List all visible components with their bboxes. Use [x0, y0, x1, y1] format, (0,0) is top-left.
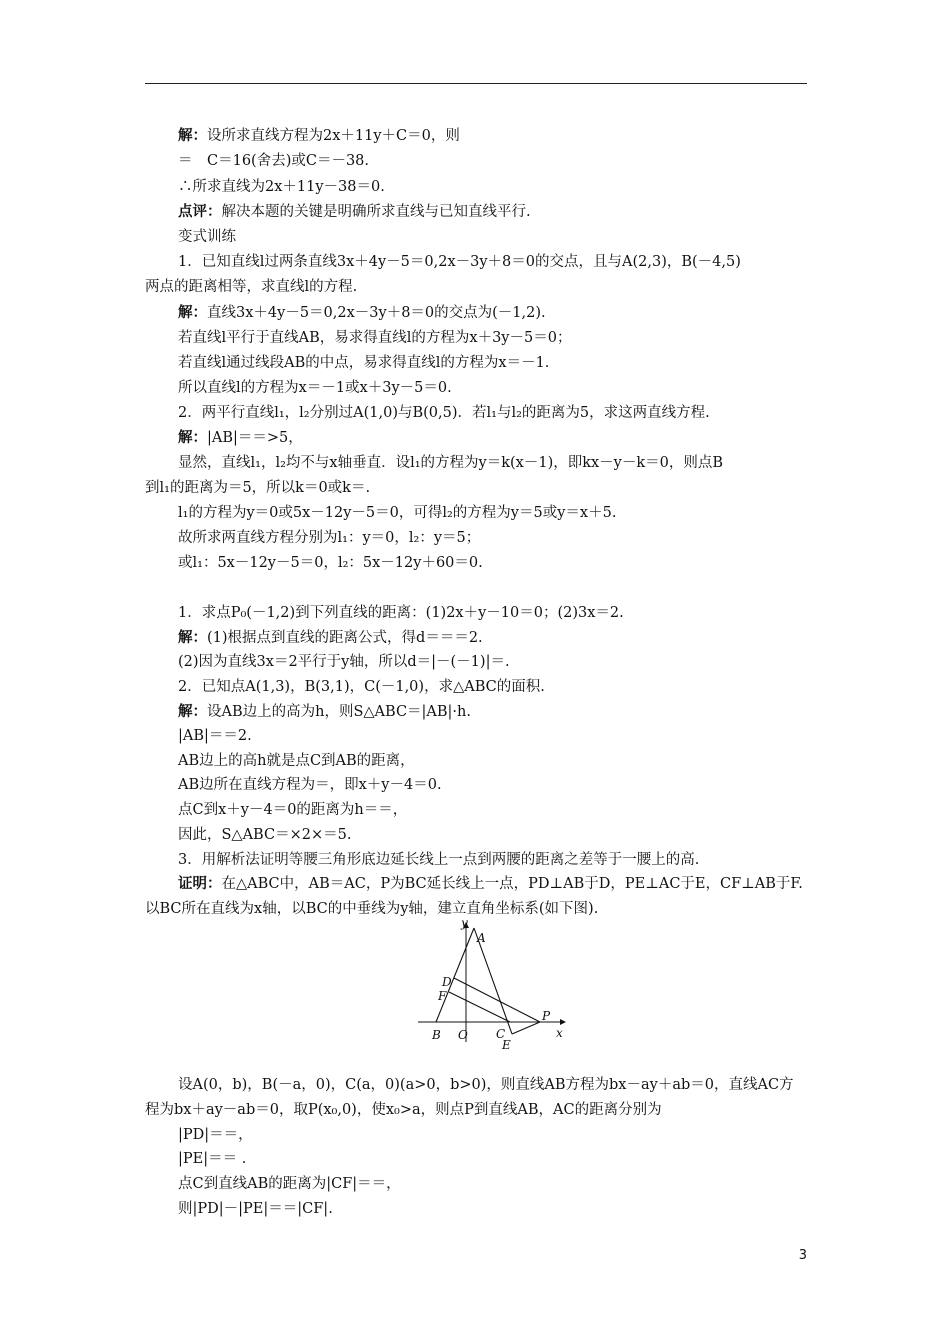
- text-line: |PE|＝＝ .: [178, 1151, 247, 1167]
- text-line: 所以直线l的方程为x＝－1或x＋3y－5＝0.: [178, 380, 452, 396]
- text-line: |PD|＝＝，: [178, 1127, 253, 1143]
- label-e: E: [502, 1038, 511, 1052]
- text-line: 解：直线3x＋4y－5＝0,2x－3y＋8＝0的交点为(－1,2).: [178, 304, 546, 321]
- x-axis-arrow: [560, 1019, 566, 1025]
- text-line: 两点的距离相等，求直线l的方程.: [145, 279, 358, 295]
- text-line: 若直线l平行于直线AB，易求得直线l的方程为x＋3y－5＝0；: [178, 330, 572, 346]
- text-line: 因此，S△ABC＝×2×＝5.: [178, 827, 352, 843]
- text-line: 2．两平行直线l₁，l₂分别过A(1,0)与B(0,5)．若l₁与l₂的距离为5，求这两直线方程.: [178, 405, 710, 421]
- text-line: 解：设AB边上的高为h，则S△ABC＝|AB|·h.: [178, 703, 471, 720]
- label-x: x: [556, 1026, 563, 1040]
- text-line: 解：设所求直线方程为2x＋11y＋C＝0，则: [178, 127, 460, 144]
- label-f: F: [438, 989, 447, 1003]
- text-line: 解：(1)根据点到直线的距离公式，得d＝＝＝2.: [178, 629, 483, 646]
- text-line: ∴所求直线为2x＋11y－38＝0.: [178, 179, 385, 195]
- text-line: 变式训练: [178, 229, 236, 245]
- text-line: 到l₁的距离为＝5，所以k＝0或k＝.: [145, 480, 371, 496]
- text-line: 1．求点P₀(－1,2)到下列直线的距离：(1)2x＋y－10＝0；(2)3x＝2.: [178, 605, 624, 621]
- text-line: 故所求两直线方程分别为l₁：y＝0，l₂：y＝5；: [178, 530, 481, 546]
- label-y: y: [461, 916, 468, 930]
- text-line: 则|PD|－|PE|＝＝|CF|.: [178, 1201, 333, 1217]
- text-line: 若直线l通过线段AB的中点，易求得直线l的方程为x＝－1.: [178, 355, 550, 371]
- text-line: 以BC所在直线为x轴，以BC的中垂线为y轴，建立直角坐标系(如下图).: [145, 901, 599, 917]
- label-b: B: [432, 1028, 441, 1042]
- page-number: 3: [798, 1248, 807, 1263]
- label-a: A: [477, 931, 486, 945]
- text-line: AB边上的高h就是点C到AB的距离，: [178, 753, 415, 769]
- text-line: |AB|＝＝2.: [178, 728, 252, 744]
- text-line: 程为bx＋ay－ab＝0，取P(x₀,0)，使x₀>a，则点P到直线AB，AC的距离分别为: [145, 1102, 662, 1118]
- text-line: l₁的方程为y＝0或5x－12y－5＝0，可得l₂的方程为y＝5或y＝x＋5.: [178, 505, 617, 521]
- text-line: 点评：解决本题的关键是明确所求直线与已知直线平行.: [178, 203, 531, 220]
- text-line: 证明：在△ABC中，AB＝AC，P为BC延长线上一点，PD⊥AB于D，PE⊥AC于E，CF⊥AB于F.: [178, 875, 803, 892]
- text-line: 1．已知直线l过两条直线3x＋4y－5＝0,2x－3y＋8＝0的交点，且与A(2,3)，B(－4,5): [178, 254, 741, 270]
- text-line: 解：|AB|＝＝>5，: [178, 429, 303, 446]
- header-rule: [145, 83, 807, 84]
- text-line: 设A(0，b)，B(－a，0)，C(a，0)(a>0，b>0)，则直线AB方程为bx－ay＋ab＝0，直线AC方: [178, 1077, 794, 1093]
- text-line: 点C到直线AB的距离为|CF|＝＝，: [178, 1176, 401, 1192]
- segment-pe: [512, 1022, 540, 1034]
- text-line: 显然，直线l₁，l₂均不与x轴垂直．设l₁的方程为y＝k(x－1)，即kx－y－k＝0，则点B: [178, 455, 724, 471]
- label-c: C: [496, 1027, 506, 1041]
- text-line: ＝ C＝16(舍去)或C＝－38.: [178, 153, 370, 169]
- text-line: 点C到x＋y－4＝0的距离为h＝＝，: [178, 802, 408, 818]
- label-d: D: [442, 975, 452, 989]
- text-line: 或l₁：5x－12y－5＝0，l₂：5x－12y＋60＝0.: [178, 555, 483, 571]
- text-line: 2．已知点A(1,3)，B(3,1)，C(－1,0)，求△ABC的面积.: [178, 679, 545, 695]
- geometry-figure: [408, 916, 578, 1052]
- text-line: (2)因为直线3x＝2平行于y轴，所以d＝|－(－1)|＝.: [178, 654, 510, 670]
- label-o: O: [458, 1028, 468, 1042]
- text-line: 3．用解析法证明等腰三角形底边延长线上一点到两腰的距离之差等于一腰上的高.: [178, 852, 700, 868]
- label-p: P: [542, 1009, 551, 1023]
- text-line: AB边所在直线方程为＝，即x＋y－4＝0.: [178, 777, 442, 793]
- segment-cf: [449, 992, 510, 1022]
